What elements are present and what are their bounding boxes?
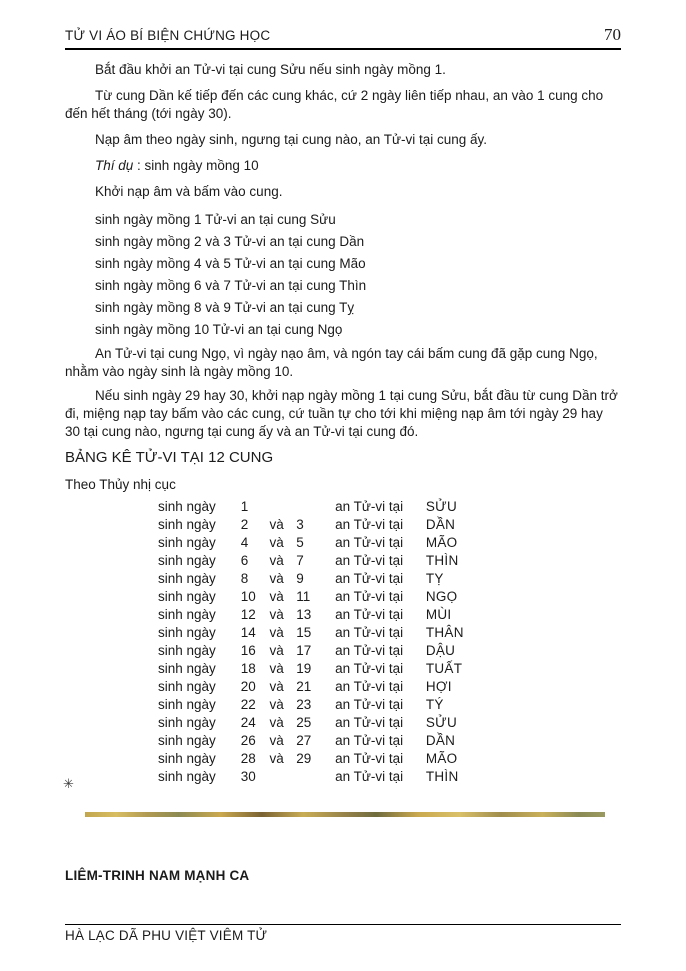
table-row xyxy=(158,552,621,570)
paragraph-rule-29-30: Nếu sinh ngày 29 hay 30, khởi nạp ngày mồng 1 tại cung Sửu, bắt đầu từ cung Dần trở đi, miệng nạp tay bấm vào các cung, cứ tuần tự cho tới khi miệng nạp âm tới ngày 29 hay 30 tại cung nào, ngưng tại cung ấy và an Tử-vi tại cung đó. xyxy=(65,388,618,439)
an-tuvi-label: an Tử-vi tại xyxy=(335,571,404,586)
day2-value: 11 xyxy=(296,589,311,604)
day1-value: 24 xyxy=(240,715,256,730)
day2-value: 3 xyxy=(296,517,304,532)
va-label: và xyxy=(269,643,284,658)
an-tuvi-label: an Tử-vi tại xyxy=(335,535,404,550)
day-example-line: sinh ngày mồng 8 và 9 Tử-vi an tại cung Tỵ xyxy=(95,300,355,315)
table-subheading: Theo Thủy nhị cục xyxy=(65,477,176,492)
day1-value: 1 xyxy=(240,499,249,514)
day1-value: 10 xyxy=(240,589,256,604)
page-content xyxy=(65,25,621,786)
next-section-heading: LIÊM-TRINH NAM MẠNH CA xyxy=(65,868,250,883)
va-label: và xyxy=(269,553,284,568)
author-name: HÀ LẠC DÃ PHU VIỆT VIÊM TỬ xyxy=(65,928,268,943)
va-label: và xyxy=(269,625,284,640)
table-row xyxy=(158,714,621,732)
table-row xyxy=(158,624,621,642)
row-label: sinh ngày xyxy=(158,499,216,514)
va-label: và xyxy=(269,589,284,604)
day2-value: 15 xyxy=(296,625,312,640)
va-label: và xyxy=(269,697,284,712)
table-row xyxy=(158,498,621,516)
table-row xyxy=(158,606,621,624)
paragraph-start-rule: Bắt đầu khởi an Tử-vi tại cung Sửu nếu sinh ngày mồng 1. xyxy=(95,62,446,77)
an-tuvi-label: an Tử-vi tại xyxy=(335,679,404,694)
an-tuvi-label: an Tử-vi tại xyxy=(335,661,404,676)
row-label: sinh ngày xyxy=(158,607,216,622)
day2-value: 25 xyxy=(296,715,312,730)
cung-value: SỬU xyxy=(425,499,458,514)
cung-value: HỢI xyxy=(425,679,452,694)
table-row xyxy=(158,588,621,606)
row-label: sinh ngày xyxy=(158,661,216,676)
day2-value: 19 xyxy=(296,661,312,676)
table-row xyxy=(158,516,621,534)
paragraph-nap-am: Nạp âm theo ngày sinh, ngưng tại cung nào, an Tử-vi tại cung ấy. xyxy=(95,132,488,147)
day2-value: 29 xyxy=(296,751,312,766)
cung-value: NGỌ xyxy=(425,589,458,604)
paragraph-khoi-nap: Khởi nạp âm và bấm vào cung. xyxy=(95,184,283,199)
an-tuvi-label: an Tử-vi tại xyxy=(335,733,404,748)
an-tuvi-label: an Tử-vi tại xyxy=(335,715,404,730)
cung-value: MÃO xyxy=(425,535,458,550)
row-label: sinh ngày xyxy=(158,751,216,766)
row-label: sinh ngày xyxy=(158,625,216,640)
an-tuvi-label: an Tử-vi tại xyxy=(335,553,404,568)
table-row xyxy=(158,642,621,660)
cung-value: TUẤT xyxy=(425,661,463,676)
table-heading: BẢNG KÊ TỬ-VI TẠI 12 CUNG xyxy=(65,449,274,466)
row-label: sinh ngày xyxy=(158,643,216,658)
va-label: và xyxy=(269,661,284,676)
table-row xyxy=(158,696,621,714)
day-example-line: sinh ngày mồng 1 Tử-vi an tại cung Sửu xyxy=(95,212,336,227)
cung-value: MÃO xyxy=(425,751,458,766)
cung-value: THÌN xyxy=(425,553,459,568)
table-row xyxy=(158,732,621,750)
cung-value: MÙI xyxy=(425,607,452,622)
day1-value: 14 xyxy=(240,625,256,640)
day-example-line: sinh ngày mồng 6 và 7 Tử-vi an tại cung Thìn xyxy=(95,278,367,293)
an-tuvi-label: an Tử-vi tại xyxy=(335,607,404,622)
day1-value: 8 xyxy=(240,571,249,586)
row-label: sinh ngày xyxy=(158,535,216,550)
table-row xyxy=(158,750,621,768)
va-label: và xyxy=(269,751,284,766)
day-example-line: sinh ngày mồng 2 và 3 Tử-vi an tại cung Dần xyxy=(95,234,365,249)
asterisk-ornament-icon: ✳ xyxy=(63,776,74,791)
table-row xyxy=(158,768,621,786)
row-label: sinh ngày xyxy=(158,697,216,712)
table-row xyxy=(158,570,621,588)
day2-value: 27 xyxy=(296,733,312,748)
row-label: sinh ngày xyxy=(158,517,216,532)
an-tuvi-label: an Tử-vi tại xyxy=(335,697,404,712)
day-example-list xyxy=(65,209,621,341)
cung-value: DẦN xyxy=(425,517,456,532)
day1-value: 18 xyxy=(240,661,256,676)
paragraph-cung-sequence: Từ cung Dần kế tiếp đến các cung khác, cứ 2 ngày liên tiếp nhau, an vào 1 cung cho đến hết tháng (tới ngày 30). xyxy=(65,88,604,121)
an-tuvi-label: an Tử-vi tại xyxy=(335,625,404,640)
va-label: và xyxy=(269,607,284,622)
day2-value: 5 xyxy=(296,535,304,550)
an-tuvi-label: an Tử-vi tại xyxy=(335,499,404,514)
cung-table xyxy=(158,498,621,786)
day1-value: 2 xyxy=(240,517,249,532)
an-tuvi-label: an Tử-vi tại xyxy=(335,769,404,784)
an-tuvi-label: an Tử-vi tại xyxy=(335,589,404,604)
table-row xyxy=(158,678,621,696)
row-label: sinh ngày xyxy=(158,571,216,586)
va-label: và xyxy=(269,679,284,694)
va-label: và xyxy=(269,733,284,748)
va-label: và xyxy=(269,571,284,586)
table-row xyxy=(158,660,621,678)
cung-value: TÝ xyxy=(425,697,444,712)
an-tuvi-label: an Tử-vi tại xyxy=(335,643,404,658)
day1-value: 6 xyxy=(240,553,249,568)
cung-value: THÌN xyxy=(425,769,459,784)
table-row xyxy=(158,534,621,552)
day1-value: 20 xyxy=(240,679,256,694)
day2-value: 13 xyxy=(296,607,312,622)
page-footer xyxy=(65,924,621,944)
book-title: TỬ VI ÁO BÍ BIỆN CHỨNG HỌC xyxy=(65,28,271,43)
row-label: sinh ngày xyxy=(158,679,216,694)
va-label: và xyxy=(269,715,284,730)
day1-value: 16 xyxy=(240,643,256,658)
row-label: sinh ngày xyxy=(158,733,216,748)
day1-value: 22 xyxy=(240,697,256,712)
paragraph-explain-ngo: An Tử-vi tại cung Ngọ, vì ngày nạo âm, và ngón tay cái bấm cung đã gặp cung Ngọ, nhằm vào ngày sinh là ngày mồng 10. xyxy=(65,346,598,379)
example-label: Thí dụ xyxy=(95,158,134,173)
va-label: và xyxy=(269,517,284,532)
day1-value: 26 xyxy=(240,733,256,748)
day2-value: 9 xyxy=(296,571,304,586)
day2-value: 17 xyxy=(296,643,312,658)
an-tuvi-label: an Tử-vi tại xyxy=(335,751,404,766)
day-example-line: sinh ngày mồng 10 Tử-vi an tại cung Ngọ xyxy=(95,322,343,337)
cung-value: DẬU xyxy=(425,643,456,658)
page-number: 70 xyxy=(604,25,621,44)
day1-value: 30 xyxy=(240,769,256,784)
day2-value: 21 xyxy=(296,679,312,694)
day1-value: 4 xyxy=(240,535,249,550)
row-label: sinh ngày xyxy=(158,553,216,568)
day-example-line: sinh ngày mồng 4 và 5 Tử-vi an tại cung Mão xyxy=(95,256,366,271)
an-tuvi-label: an Tử-vi tại xyxy=(335,517,404,532)
day1-value: 28 xyxy=(240,751,256,766)
row-label: sinh ngày xyxy=(158,769,216,784)
page-header xyxy=(65,25,621,50)
day1-value: 12 xyxy=(240,607,256,622)
paragraph-example xyxy=(65,157,621,175)
day2-value: 7 xyxy=(296,553,304,568)
va-label: và xyxy=(269,535,284,550)
row-label: sinh ngày xyxy=(158,589,216,604)
cung-value: THÂN xyxy=(425,625,464,640)
cung-value: DẦN xyxy=(425,733,456,748)
day2-value: 23 xyxy=(296,697,312,712)
cung-value: SỬU xyxy=(425,715,458,730)
decorative-divider xyxy=(85,812,605,817)
example-text: : sinh ngày mồng 10 xyxy=(133,158,259,173)
row-label: sinh ngày xyxy=(158,715,216,730)
cung-value: TỴ xyxy=(425,571,444,586)
